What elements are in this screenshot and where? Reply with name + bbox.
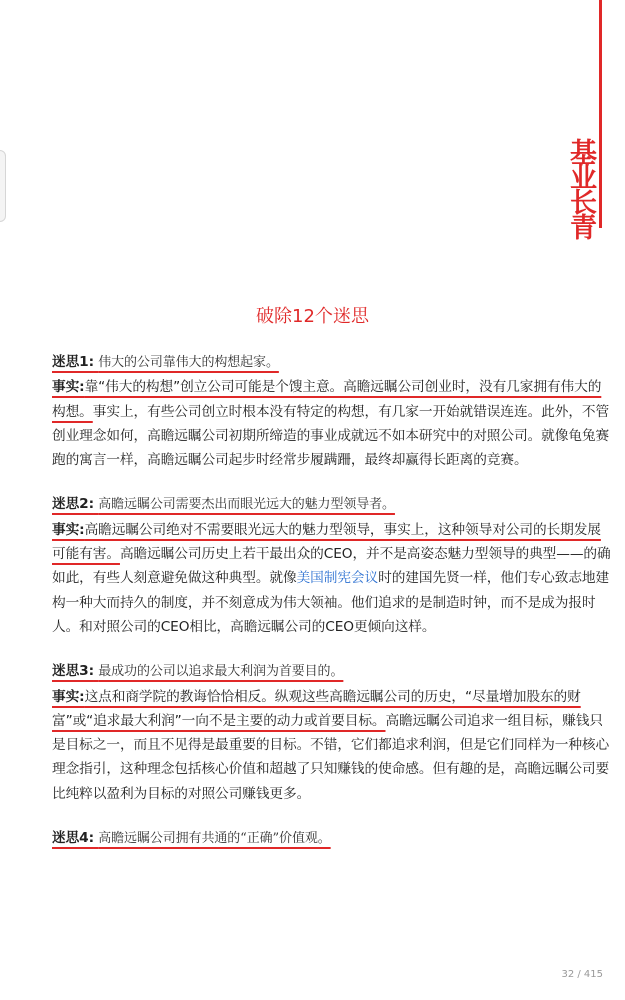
myth-heading: [52, 659, 612, 684]
page-edge-tab[interactable]: [0, 150, 6, 222]
myth-text: 最成功的公司以追求最大利润为首要目的。: [98, 664, 344, 680]
myth-text: 伟大的公司靠伟大的构想起家。: [98, 355, 279, 370]
fact-label: 事实:: [52, 379, 85, 396]
book-title: 基业长青: [565, 138, 596, 238]
fact-highlight: 靠“伟大的构想”创立公司可能是个馊主意。高瞻远瞩公司创业时，没有几家拥有伟大的构想。: [52, 379, 602, 420]
myth-heading: [52, 826, 612, 851]
myth-label: 迷思2:: [52, 496, 94, 513]
constitutional-convention-link[interactable]: 美国制宪会议: [296, 570, 379, 587]
fact-highlight: 高瞻远瞩公司绝对不需要眼光远大的魅力型领导，事实上，这种领导对公司的长期发展可能有害。: [52, 521, 601, 563]
fact-paragraph: [52, 379, 609, 468]
myth-label: 迷思1:: [52, 354, 94, 370]
myth-block-4: [52, 826, 612, 851]
myth-label: 迷思4:: [52, 830, 94, 847]
myth-text: 高瞻远瞩公司拥有共通的“正确”价值观。: [98, 831, 331, 847]
page-indicator: 32 / 415: [561, 969, 603, 980]
myth-heading: [52, 492, 612, 517]
myth-block-3: [52, 659, 612, 806]
myth-block-2: [52, 492, 612, 639]
fact-paragraph: [52, 689, 609, 802]
fact-paragraph: [52, 522, 611, 635]
myth-heading: [52, 350, 612, 375]
fact-text: 高瞻远瞩公司历史上若干最出众的CEO，并不是高姿态魅力型领导的典型——的确如此，有些人刻意避免做这种典型。就像: [52, 546, 611, 587]
fact-text: 事实上，有些公司创立时根本没有特定的构想，有几家一开始就错误连连。此外，不管创业理念如何，高瞻远瞩公司初期所缔造的事业成就远不如本研究中的对照公司。就像龟兔赛跑的寓言一样，高瞻远瞩公司起步时经常步履蹒跚，最终却赢得长距离的竞赛。: [52, 403, 610, 469]
header-accent-bar: [599, 0, 602, 228]
fact-label: 事实:: [52, 688, 85, 705]
myth-block-1: [52, 350, 612, 472]
fact-highlight: 这点和商学院的教诲恰恰相反。纵观这些高瞻远瞩公司的历史，“尽量增加股东的财富”或“追求最大利润”一向不是主要的动力或首要目标。: [52, 688, 581, 729]
page-content: [52, 350, 612, 871]
myth-text: 高瞻远瞩公司需要杰出而眼光远大的魅力型领导者。: [98, 497, 395, 513]
fact-text-continued: 时的建国先贤一样，他们专心致志地建构一种大而持久的制度，并不刻意成为伟大领袖。他们追求的是制造时钟，而不是成为报时人。和对照公司的CEO相比，高瞻远瞩公司的CEO更倾向这样。: [52, 570, 610, 635]
section-title: 破除12个迷思: [256, 306, 369, 327]
fact-label: 事实:: [52, 521, 85, 538]
myth-label: 迷思3:: [52, 663, 94, 680]
fact-text: 高瞻远瞩公司追求一组目标，赚钱只是目标之一，而且不见得是最重要的目标。不错，它们都追求利润，但是它们同样为一种核心理念指引，这种理念包括核心价值和超越了只知赚钱的使命感。但有趣的是，高瞻远瞩公司要比纯粹以盈利为目标的对照公司赚钱更多。: [52, 712, 610, 802]
